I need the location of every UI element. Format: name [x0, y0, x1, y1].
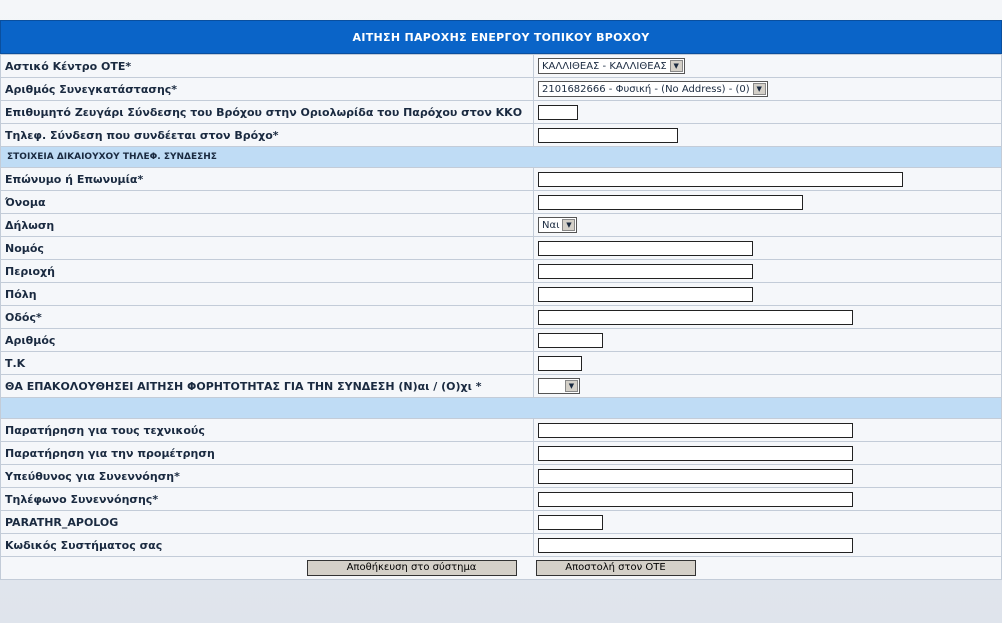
- center-select[interactable]: ΚΑΛΛΙΘΕΑΣ - ΚΑΛΛΙΘΕΑΣ ▼: [538, 58, 685, 74]
- chevron-down-icon[interactable]: ▼: [753, 83, 766, 95]
- row-system-code: [1, 534, 1002, 557]
- street-input[interactable]: [538, 310, 853, 325]
- prefecture-label: Νομός: [1, 237, 534, 260]
- system-code-label: Κωδικός Συστήματος σας: [1, 534, 534, 557]
- row-phone-connection: [1, 124, 1002, 147]
- portability-label: ΘΑ ΕΠΑΚΟΛΟΥΘΗΣΕΙ ΑΙΤΗΣΗ ΦΟΡΗΤΟΤΗΤΑΣ ΓΙΑ ΤΗΝ ΣΥΝΔΕΣΗ (Ν)αι / (Ο)χι *: [1, 375, 534, 398]
- measure-note-label: Παρατήρηση για την προμέτρηση: [1, 442, 534, 465]
- system-code-input[interactable]: [538, 538, 853, 553]
- declaration-label: Δήλωση: [1, 214, 534, 237]
- chevron-down-icon[interactable]: ▼: [562, 219, 575, 231]
- street-label: Οδός*: [1, 306, 534, 329]
- chevron-down-icon[interactable]: ▼: [565, 380, 578, 392]
- row-number: [1, 329, 1002, 352]
- row-measure-note: [1, 442, 1002, 465]
- row-postal: [1, 352, 1002, 375]
- area-label: Περιοχή: [1, 260, 534, 283]
- city-input[interactable]: [538, 287, 753, 302]
- prefecture-input[interactable]: [538, 241, 753, 256]
- row-name: [1, 191, 1002, 214]
- form-table: [0, 54, 1002, 580]
- measure-note-input[interactable]: [538, 446, 853, 461]
- name-input[interactable]: [538, 195, 803, 210]
- parathr-label: PARATHR_APOLOG: [1, 511, 534, 534]
- form-title: ΑΙΤΗΣΗ ΠΑΡΟΧΗΣ ΕΝΕΡΓΟΥ ΤΟΠΙΚΟΥ ΒΡΟΧΟΥ: [0, 20, 1002, 54]
- chevron-down-icon[interactable]: ▼: [670, 60, 683, 72]
- contact-person-input[interactable]: [538, 469, 853, 484]
- phone-connection-label: Τηλεφ. Σύνδεση που συνδέεται στον Βρόχο*: [1, 124, 534, 147]
- postal-label: Τ.Κ: [1, 352, 534, 375]
- number-input[interactable]: [538, 333, 603, 348]
- section-owner: [1, 147, 1002, 168]
- section-blank: [1, 398, 1002, 419]
- city-label: Πόλη: [1, 283, 534, 306]
- contact-phone-label: Τηλέφωνο Συνεννόησης*: [1, 488, 534, 511]
- row-colocation: [1, 78, 1002, 101]
- area-input[interactable]: [538, 264, 753, 279]
- pair-label: Επιθυμητό Ζευγάρι Σύνδεσης του Βρόχου στην Οριολωρίδα του Παρόχου στον ΚΚΟ: [1, 101, 534, 124]
- declaration-select[interactable]: Ναι ▼: [538, 217, 577, 233]
- row-pair: [1, 101, 1002, 124]
- row-prefecture: [1, 237, 1002, 260]
- tech-note-label: Παρατήρηση για τους τεχνικούς: [1, 419, 534, 442]
- center-label: Αστικό Κέντρο ΟΤΕ*: [1, 55, 534, 78]
- number-label: Αριθμός: [1, 329, 534, 352]
- request-form: [0, 20, 1002, 580]
- phone-connection-input[interactable]: [538, 128, 678, 143]
- parathr-input[interactable]: [538, 515, 603, 530]
- row-declaration: [1, 214, 1002, 237]
- row-portability: [1, 375, 1002, 398]
- tech-note-input[interactable]: [538, 423, 853, 438]
- contact-phone-input[interactable]: [538, 492, 853, 507]
- colocation-label: Αριθμός Συνεγκατάστασης*: [1, 78, 534, 101]
- row-area: [1, 260, 1002, 283]
- row-street: [1, 306, 1002, 329]
- row-city: [1, 283, 1002, 306]
- row-surname: [1, 168, 1002, 191]
- portability-select[interactable]: [538, 378, 580, 394]
- row-tech-note: [1, 419, 1002, 442]
- row-contact-person: [1, 465, 1002, 488]
- colocation-select[interactable]: 2101682666 - Φυσική - (No Address) - (0) ▼: [538, 81, 768, 97]
- name-label: Όνομα: [1, 191, 534, 214]
- postal-code-input[interactable]: [538, 356, 582, 371]
- section-owner-title: ΣΤΟΙΧΕΙΑ ΔΙΚΑΙΟΥΧΟΥ ΤΗΛΕΦ. ΣΥΝΔΕΣΗΣ: [1, 147, 1002, 168]
- contact-person-label: Υπεύθυνος για Συνεννόηση*: [1, 465, 534, 488]
- row-contact-phone: [1, 488, 1002, 511]
- row-buttons: [1, 557, 1002, 580]
- surname-input[interactable]: [538, 172, 903, 187]
- save-button[interactable]: Αποθήκευση στο σύστημα: [307, 560, 517, 576]
- pair-input[interactable]: [538, 105, 578, 120]
- send-to-ote-button[interactable]: Αποστολή στον ΟΤΕ: [536, 560, 696, 576]
- row-center: [1, 55, 1002, 78]
- surname-label: Επώνυμο ή Επωνυμία*: [1, 168, 534, 191]
- row-parathr: [1, 511, 1002, 534]
